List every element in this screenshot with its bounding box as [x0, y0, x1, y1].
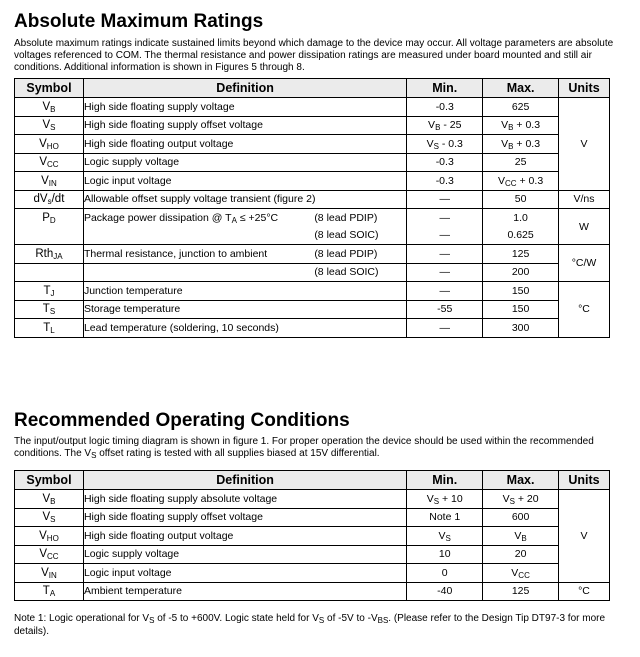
min-cell: — — [407, 263, 483, 282]
table-row — [15, 116, 610, 135]
min-cell: — — [407, 227, 483, 245]
symbol-cell: $T_S$ — [15, 300, 84, 319]
table-row — [15, 172, 610, 191]
absolute-ratings-table — [14, 78, 610, 338]
max-cell: 1.0 — [483, 209, 559, 227]
package-condition: (8 lead SOIC) — [314, 229, 379, 242]
table-row — [15, 582, 610, 601]
table-row — [15, 490, 610, 509]
units-cell: V — [559, 490, 610, 583]
max-cell: $V_B$ — [483, 527, 559, 546]
min-cell: -55 — [407, 300, 483, 319]
table-row — [15, 319, 610, 338]
units-cell: V/ns — [559, 190, 610, 209]
table-row — [15, 545, 610, 564]
definition-cell: High side floating supply offset voltage — [83, 116, 406, 135]
min-cell: -0.3 — [407, 98, 483, 117]
col-header-max: Max. — [483, 471, 559, 490]
col-header-symbol: Symbol — [15, 79, 84, 98]
table-row — [15, 564, 610, 583]
symbol-cell: $T_J$ — [15, 282, 84, 301]
max-cell: $V_S + 20$ — [483, 490, 559, 509]
max-cell: 300 — [483, 319, 559, 338]
col-header-definition: Definition — [83, 79, 406, 98]
absolute-ratings-intro: Absolute maximum ratings indicate sustained limits beyond which damage to the device may occur. All voltage parameters are absolute voltages referenced to COM. The thermal resistance and power dissipation ratings are measured under board mounted and still air conditions. Additional information is shown in Figures 5 through 8. — [14, 38, 614, 73]
definition-cell: Logic input voltage — [83, 172, 406, 191]
definition-cell: Storage temperature — [83, 300, 406, 319]
max-cell: 125 — [483, 582, 559, 601]
recommended-conditions-table — [14, 470, 610, 601]
symbol-cell: Rth$_{JA}$ — [15, 245, 84, 264]
footnote: Note 1: Logic operational for $V_S$ of -5 to +600V. Logic state held for $V_S$ of -5V to $-V_{BS}$. (Please refer to the Design Tip DT97-3 for more details). — [14, 613, 606, 637]
min-cell: Note 1 — [407, 508, 483, 527]
max-cell: 0.625 — [483, 227, 559, 245]
table-row — [15, 527, 610, 546]
col-header-min: Min. — [407, 79, 483, 98]
units-cell: °C — [559, 282, 610, 338]
min-cell: -40 — [407, 582, 483, 601]
definition-cell: High side floating supply voltage — [83, 98, 406, 117]
min-cell: $V_B - 25$ — [407, 116, 483, 135]
symbol-cell: $V_{IN}$ — [15, 564, 84, 583]
package-condition: (8 lead PDIP) — [314, 211, 378, 224]
max-cell: 20 — [483, 545, 559, 564]
symbol-cell: $P_D$ — [15, 209, 84, 227]
col-header-symbol: Symbol — [15, 471, 84, 490]
max-cell: 150 — [483, 300, 559, 319]
recommended-conditions-title: Recommended Operating Conditions — [14, 410, 350, 431]
definition-cell — [83, 263, 406, 282]
absolute-ratings-title: Absolute Maximum Ratings — [14, 11, 264, 32]
min-cell: -0.3 — [407, 153, 483, 172]
min-cell: — — [407, 245, 483, 264]
max-cell: $V_B + 0.3$ — [483, 116, 559, 135]
table-row — [15, 300, 610, 319]
min-cell: 0 — [407, 564, 483, 583]
max-cell: 50 — [483, 190, 559, 209]
symbol-cell: $V_S$ — [15, 508, 84, 527]
max-cell: $V_B + 0.3$ — [483, 135, 559, 154]
min-cell: -0.3 — [407, 172, 483, 191]
symbol-cell: $V_B$ — [15, 490, 84, 509]
definition-cell: (8 lead PDIP) Package power dissipation @ $T_A \le +25^\circ C$ — [83, 209, 406, 227]
table-row — [15, 209, 610, 227]
col-header-definition: Definition — [83, 471, 406, 490]
table-row — [15, 245, 610, 264]
symbol-cell: $dV_s/dt$ — [15, 190, 84, 209]
col-header-units: Units — [559, 79, 610, 98]
table-row — [15, 508, 610, 527]
definition-cell: (8 lead PDIP) Thermal resistance, junction to ambient — [83, 245, 406, 264]
definition-cell: Logic input voltage — [83, 564, 406, 583]
table-row — [15, 263, 610, 282]
max-cell: $V_{CC} + 0.3$ — [483, 172, 559, 191]
symbol-cell: $T_L$ — [15, 319, 84, 338]
symbol-cell: $V_{IN}$ — [15, 172, 84, 191]
definition-cell: High side floating output voltage — [83, 135, 406, 154]
table-row — [15, 190, 610, 209]
definition-cell: Allowable offset supply voltage transient (figure 2) — [83, 190, 406, 209]
recommended-conditions-intro: The input/output logic timing diagram is shown in figure 1. For proper operation the device should be used within the recommended conditions. The $V_S$ offset rating is tested with all supplies biased at 15V differential. — [14, 436, 594, 460]
max-cell: 200 — [483, 263, 559, 282]
package-condition: (8 lead SOIC) — [314, 266, 379, 279]
definition-cell: Logic supply voltage — [83, 153, 406, 172]
symbol-cell: $V_{HO}$ — [15, 527, 84, 546]
symbol-cell — [15, 227, 84, 245]
units-cell: V — [559, 98, 610, 191]
col-header-units: Units — [559, 471, 610, 490]
definition-cell: High side floating supply absolute voltage — [83, 490, 406, 509]
definition-cell: Lead temperature (soldering, 10 seconds) — [83, 319, 406, 338]
min-cell: — — [407, 282, 483, 301]
units-cell: °C — [559, 582, 610, 601]
min-cell: — — [407, 209, 483, 227]
definition-cell: High side floating supply offset voltage — [83, 508, 406, 527]
min-cell: 10 — [407, 545, 483, 564]
max-cell: 600 — [483, 508, 559, 527]
col-header-min: Min. — [407, 471, 483, 490]
table-row — [15, 98, 610, 117]
definition-cell — [83, 227, 406, 245]
units-cell: W — [559, 209, 610, 245]
table-row — [15, 153, 610, 172]
package-condition: (8 lead PDIP) — [314, 247, 378, 260]
symbol-cell: $V_{CC}$ — [15, 545, 84, 564]
table-row — [15, 135, 610, 154]
definition-cell: High side floating output voltage — [83, 527, 406, 546]
definition-cell: Junction temperature — [83, 282, 406, 301]
definition-cell: Logic supply voltage — [83, 545, 406, 564]
col-header-max: Max. — [483, 79, 559, 98]
symbol-cell: $V_B$ — [15, 98, 84, 117]
min-cell: $V_S - 0.3$ — [407, 135, 483, 154]
max-cell: 25 — [483, 153, 559, 172]
max-cell: 150 — [483, 282, 559, 301]
min-cell: — — [407, 319, 483, 338]
symbol-cell: $V_{CC}$ — [15, 153, 84, 172]
table-row — [15, 227, 610, 245]
symbol-cell — [15, 263, 84, 282]
min-cell: — — [407, 190, 483, 209]
max-cell: 125 — [483, 245, 559, 264]
table-row — [15, 282, 610, 301]
symbol-cell: $V_{HO}$ — [15, 135, 84, 154]
symbol-cell: $V_S$ — [15, 116, 84, 135]
definition-cell: Ambient temperature — [83, 582, 406, 601]
min-cell: $V_S + 10$ — [407, 490, 483, 509]
min-cell: $V_S$ — [407, 527, 483, 546]
max-cell: $V_{CC}$ — [483, 564, 559, 583]
max-cell: 625 — [483, 98, 559, 117]
units-cell: °C/W — [559, 245, 610, 282]
symbol-cell: $T_A$ — [15, 582, 84, 601]
